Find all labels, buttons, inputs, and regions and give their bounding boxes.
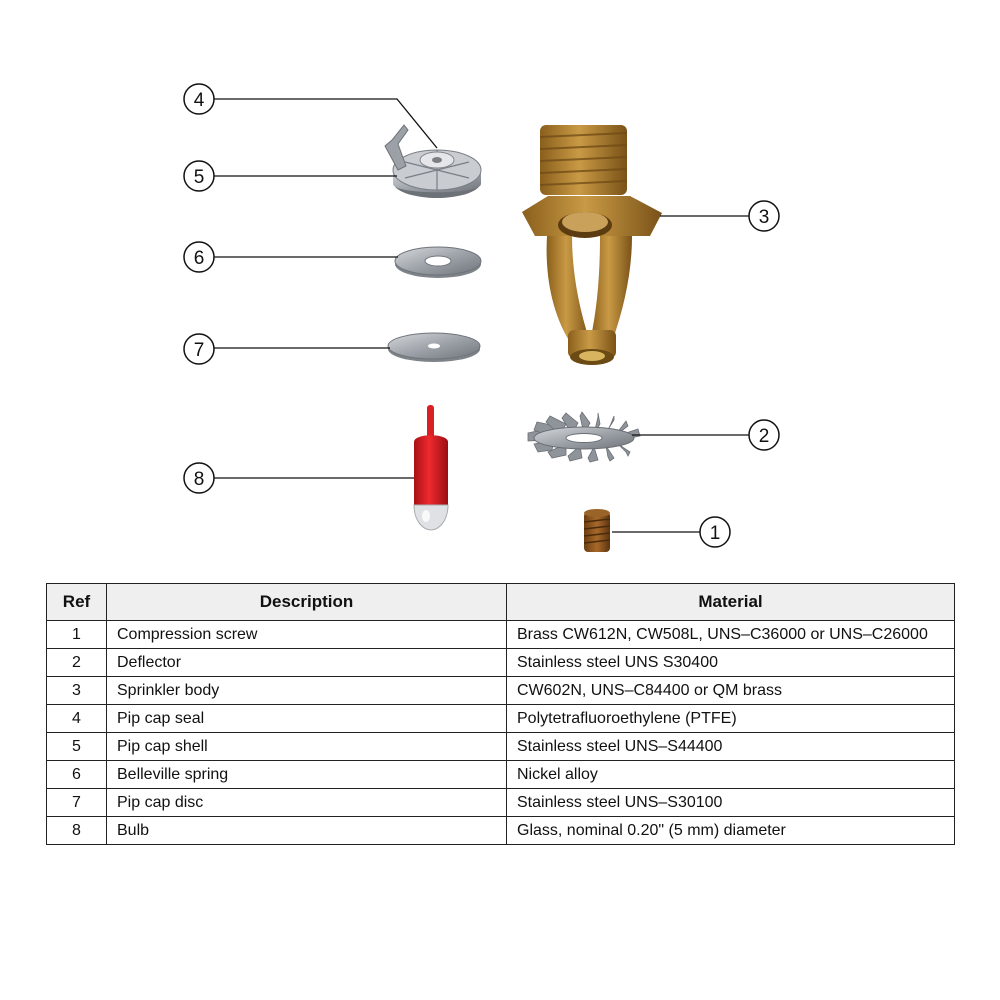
cell-material: Stainless steel UNS S30400 xyxy=(507,649,955,677)
cell-material: Stainless steel UNS–S44400 xyxy=(507,733,955,761)
compression-screw-part xyxy=(584,509,610,552)
pip-cap-seal-part xyxy=(420,152,454,168)
cell-description: Deflector xyxy=(107,649,507,677)
callout-8 xyxy=(184,463,214,493)
table-row xyxy=(47,649,955,677)
cell-ref: 1 xyxy=(47,621,107,649)
cell-description: Sprinkler body xyxy=(107,677,507,705)
svg-text:6: 6 xyxy=(193,248,205,269)
callout-4 xyxy=(184,84,214,114)
deflector-part xyxy=(528,412,640,462)
header-description: Description xyxy=(107,584,507,621)
table-row xyxy=(47,621,955,649)
cell-material: Brass CW612N, CW508L, UNS–C36000 or UNS–C26000 xyxy=(507,621,955,649)
svg-text:1: 1 xyxy=(709,523,721,544)
cell-material: CW602N, UNS–C84400 or QM brass xyxy=(507,677,955,705)
callout-6 xyxy=(184,242,214,272)
leader-lines xyxy=(214,99,749,532)
callout-3 xyxy=(749,201,779,231)
cell-ref: 2 xyxy=(47,649,107,677)
parts-table xyxy=(46,583,955,845)
callout-1 xyxy=(700,517,730,547)
svg-text:4: 4 xyxy=(193,90,205,111)
svg-text:8: 8 xyxy=(193,469,205,490)
cell-description: Compression screw xyxy=(107,621,507,649)
pip-cap-disc-part xyxy=(388,333,480,362)
cell-material: Polytetrafluoroethylene (PTFE) xyxy=(507,705,955,733)
cell-description: Pip cap disc xyxy=(107,789,507,817)
cell-ref: 4 xyxy=(47,705,107,733)
header-material: Material xyxy=(507,584,955,621)
table-row xyxy=(47,733,955,761)
callout-2 xyxy=(749,420,779,450)
header-ref: Ref xyxy=(47,584,107,621)
cell-material: Glass, nominal 0.20" (5 mm) diameter xyxy=(507,817,955,845)
svg-text:7: 7 xyxy=(193,340,205,361)
callout-5 xyxy=(184,161,214,191)
table-row xyxy=(47,677,955,705)
svg-text:3: 3 xyxy=(758,207,770,228)
cell-ref: 8 xyxy=(47,817,107,845)
belleville-spring-part xyxy=(395,247,481,278)
table-header-row xyxy=(47,584,955,621)
sprinkler-body-part xyxy=(522,125,662,365)
cell-ref: 6 xyxy=(47,761,107,789)
table-row xyxy=(47,817,955,845)
table-row xyxy=(47,789,955,817)
cell-ref: 5 xyxy=(47,733,107,761)
cell-description: Bulb xyxy=(107,817,507,845)
callout-7 xyxy=(184,334,214,364)
cell-description: Pip cap seal xyxy=(107,705,507,733)
cell-description: Belleville spring xyxy=(107,761,507,789)
cell-description: Pip cap shell xyxy=(107,733,507,761)
cell-ref: 3 xyxy=(47,677,107,705)
cell-material: Nickel alloy xyxy=(507,761,955,789)
cell-ref: 7 xyxy=(47,789,107,817)
svg-text:5: 5 xyxy=(193,167,205,188)
table-row xyxy=(47,705,955,733)
cell-material: Stainless steel UNS–S30100 xyxy=(507,789,955,817)
svg-text:2: 2 xyxy=(758,426,770,447)
bulb-part xyxy=(414,405,448,530)
table-row xyxy=(47,761,955,789)
